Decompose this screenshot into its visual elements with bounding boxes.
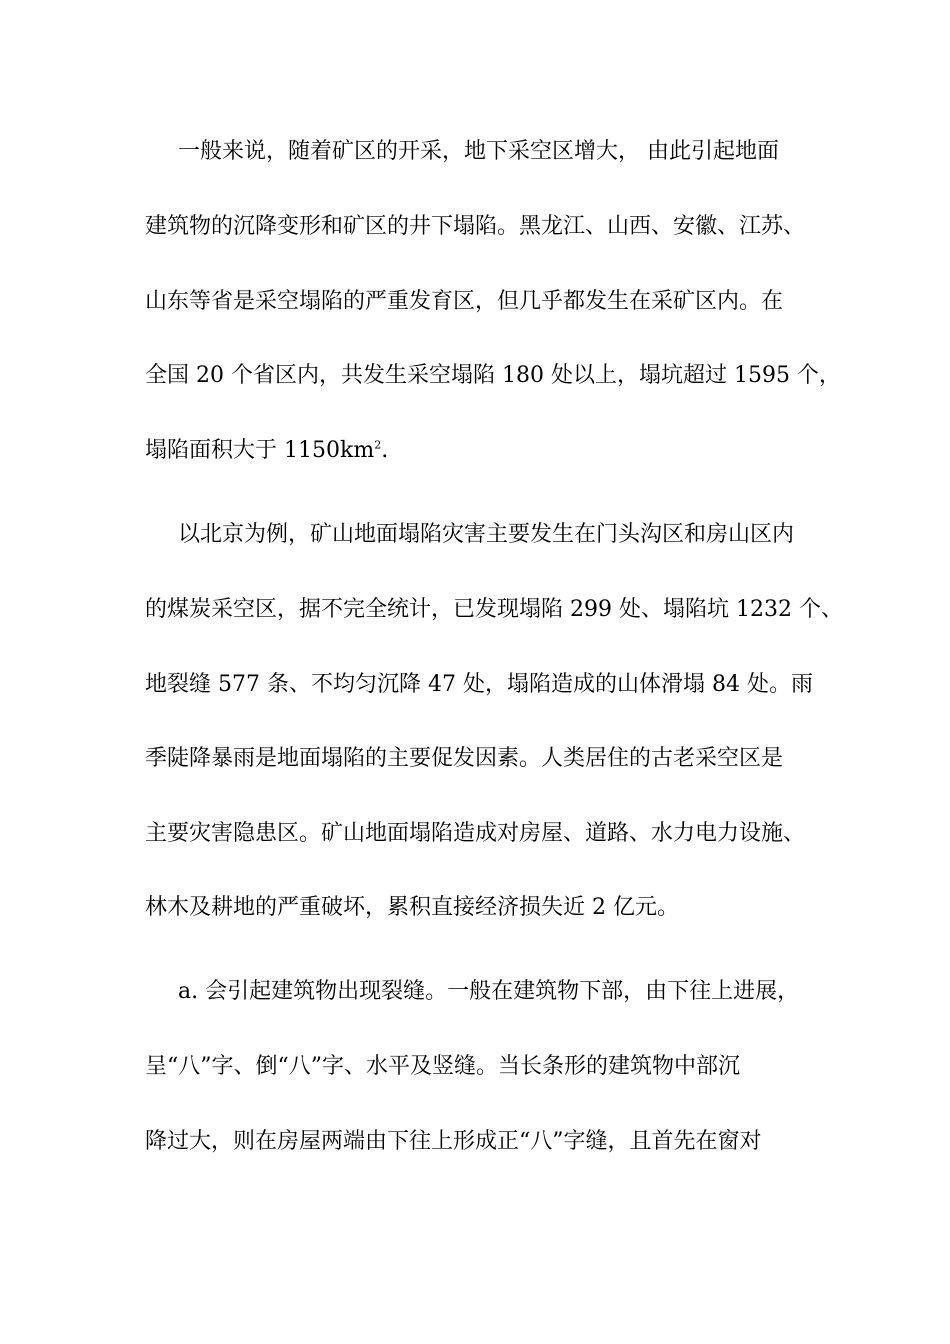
text-fragment: 塌陷面积大于 1150km bbox=[145, 438, 375, 463]
text-line: 的煤炭采空区，据不完全统计，已发现塌陷 299 处、塌陷坑 1232 个、 bbox=[145, 597, 843, 622]
superscript: 2 bbox=[374, 438, 382, 452]
text-line: 一般来说，随着矿区的开采，地下采空区增大， 由此引起地面 bbox=[178, 139, 779, 164]
text-line bbox=[145, 436, 388, 466]
text-line: 山东等省是采空塌陷的严重发育区，但几乎都发生在采矿区内。在 bbox=[145, 289, 784, 314]
text-line: 全国 20 个省区内，共发生采空塌陷 180 处以上，塌坑超过 1595 个， bbox=[145, 363, 841, 388]
text-line: 降过大，则在房屋两端由下往上形成正“八”字缝，且首先在窗对 bbox=[145, 1129, 762, 1154]
text-line: 季陡降暴雨是地面塌陷的主要促发因素。人类居住的古老采空区是 bbox=[145, 746, 784, 771]
text-line: 建筑物的沉降变形和矿区的井下塌陷。黑龙江、山西、安徽、江苏、 bbox=[145, 214, 806, 239]
text-line: 林木及耕地的严重破坏，累积直接经济损失近 2 亿元。 bbox=[145, 895, 679, 920]
text-line: 呈“八”字、倒“八”字、水平及竖缝。当长条形的建筑物中部沉 bbox=[145, 1054, 740, 1079]
text-fragment: . bbox=[381, 438, 389, 463]
text-line: 主要灾害隐患区。矿山地面塌陷造成对房屋、道路、水力电力设施、 bbox=[145, 821, 806, 846]
text-line: 地裂缝 577 条、不均匀沉降 47 处，塌陷造成的山体滑塌 84 处。雨 bbox=[145, 672, 813, 697]
text-line: a. 会引起建筑物出现裂缝。一般在建筑物下部，由下往上进展， bbox=[178, 979, 800, 1004]
text-line: 以北京为例，矿山地面塌陷灾害主要发生在门头沟区和房山区内 bbox=[178, 522, 795, 547]
